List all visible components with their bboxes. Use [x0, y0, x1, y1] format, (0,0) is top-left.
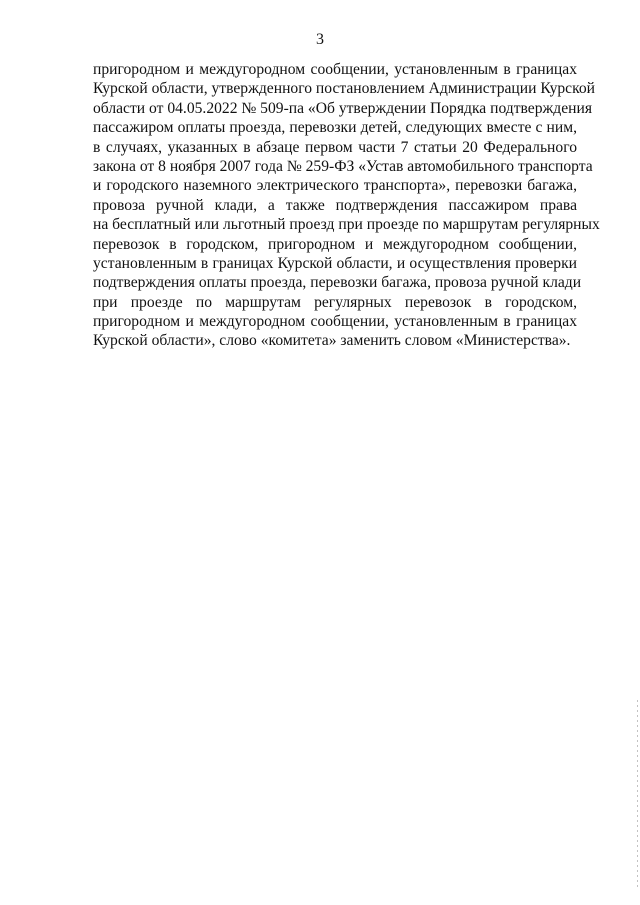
paragraph-line: при проезде по маршрутам регулярных перевозок в городском, — [93, 293, 577, 311]
paragraph-line: установленным в границах Курской области, и осуществления проверки — [93, 254, 577, 272]
paragraph-line: пригородном и междугородном сообщении, установленным в границах — [93, 61, 577, 78]
paragraph-line: и городского наземного электрического транспорта», перевозки багажа, — [93, 177, 577, 195]
paragraph-line: области от 04.05.2022 № 509-па «Об утверждении Порядка подтверждения — [93, 99, 593, 117]
page-number: 3 — [316, 31, 324, 48]
paragraph-line: в случаях, указанных в абзаце первом части 7 статьи 20 Федерального — [93, 138, 577, 156]
paragraph-line: Курской области, утвержденного постановлением Администрации Курской — [93, 80, 596, 98]
scan-edge-artifact — [637, 700, 638, 890]
paragraph-line: пассажиром оплаты проезда, перевозки детей, следующих вместе с ним, — [93, 119, 577, 137]
paragraph-line: провоза ручной клади, а также подтверждения пассажиром права — [93, 196, 577, 214]
paragraph-line-last: Курской области», слово «комитета» заменить словом «Министерства». — [93, 332, 571, 350]
paragraph-line: подтверждения оплаты проезда, перевозки багажа, провоза ручной клади — [93, 274, 582, 292]
paragraph-line: на бесплатный или льготный проезд при проезде по маршрутам регулярных — [93, 216, 600, 234]
body-paragraph — [93, 60, 600, 351]
paragraph-line: перевозок в городском, пригородном и междугородном сообщении, — [93, 235, 577, 253]
paragraph-line: закона от 8 ноября 2007 года № 259-ФЗ «Устав автомобильного транспорта — [93, 157, 593, 175]
paragraph-line: пригородном и междугородном сообщении, установленным в границах — [93, 313, 577, 331]
